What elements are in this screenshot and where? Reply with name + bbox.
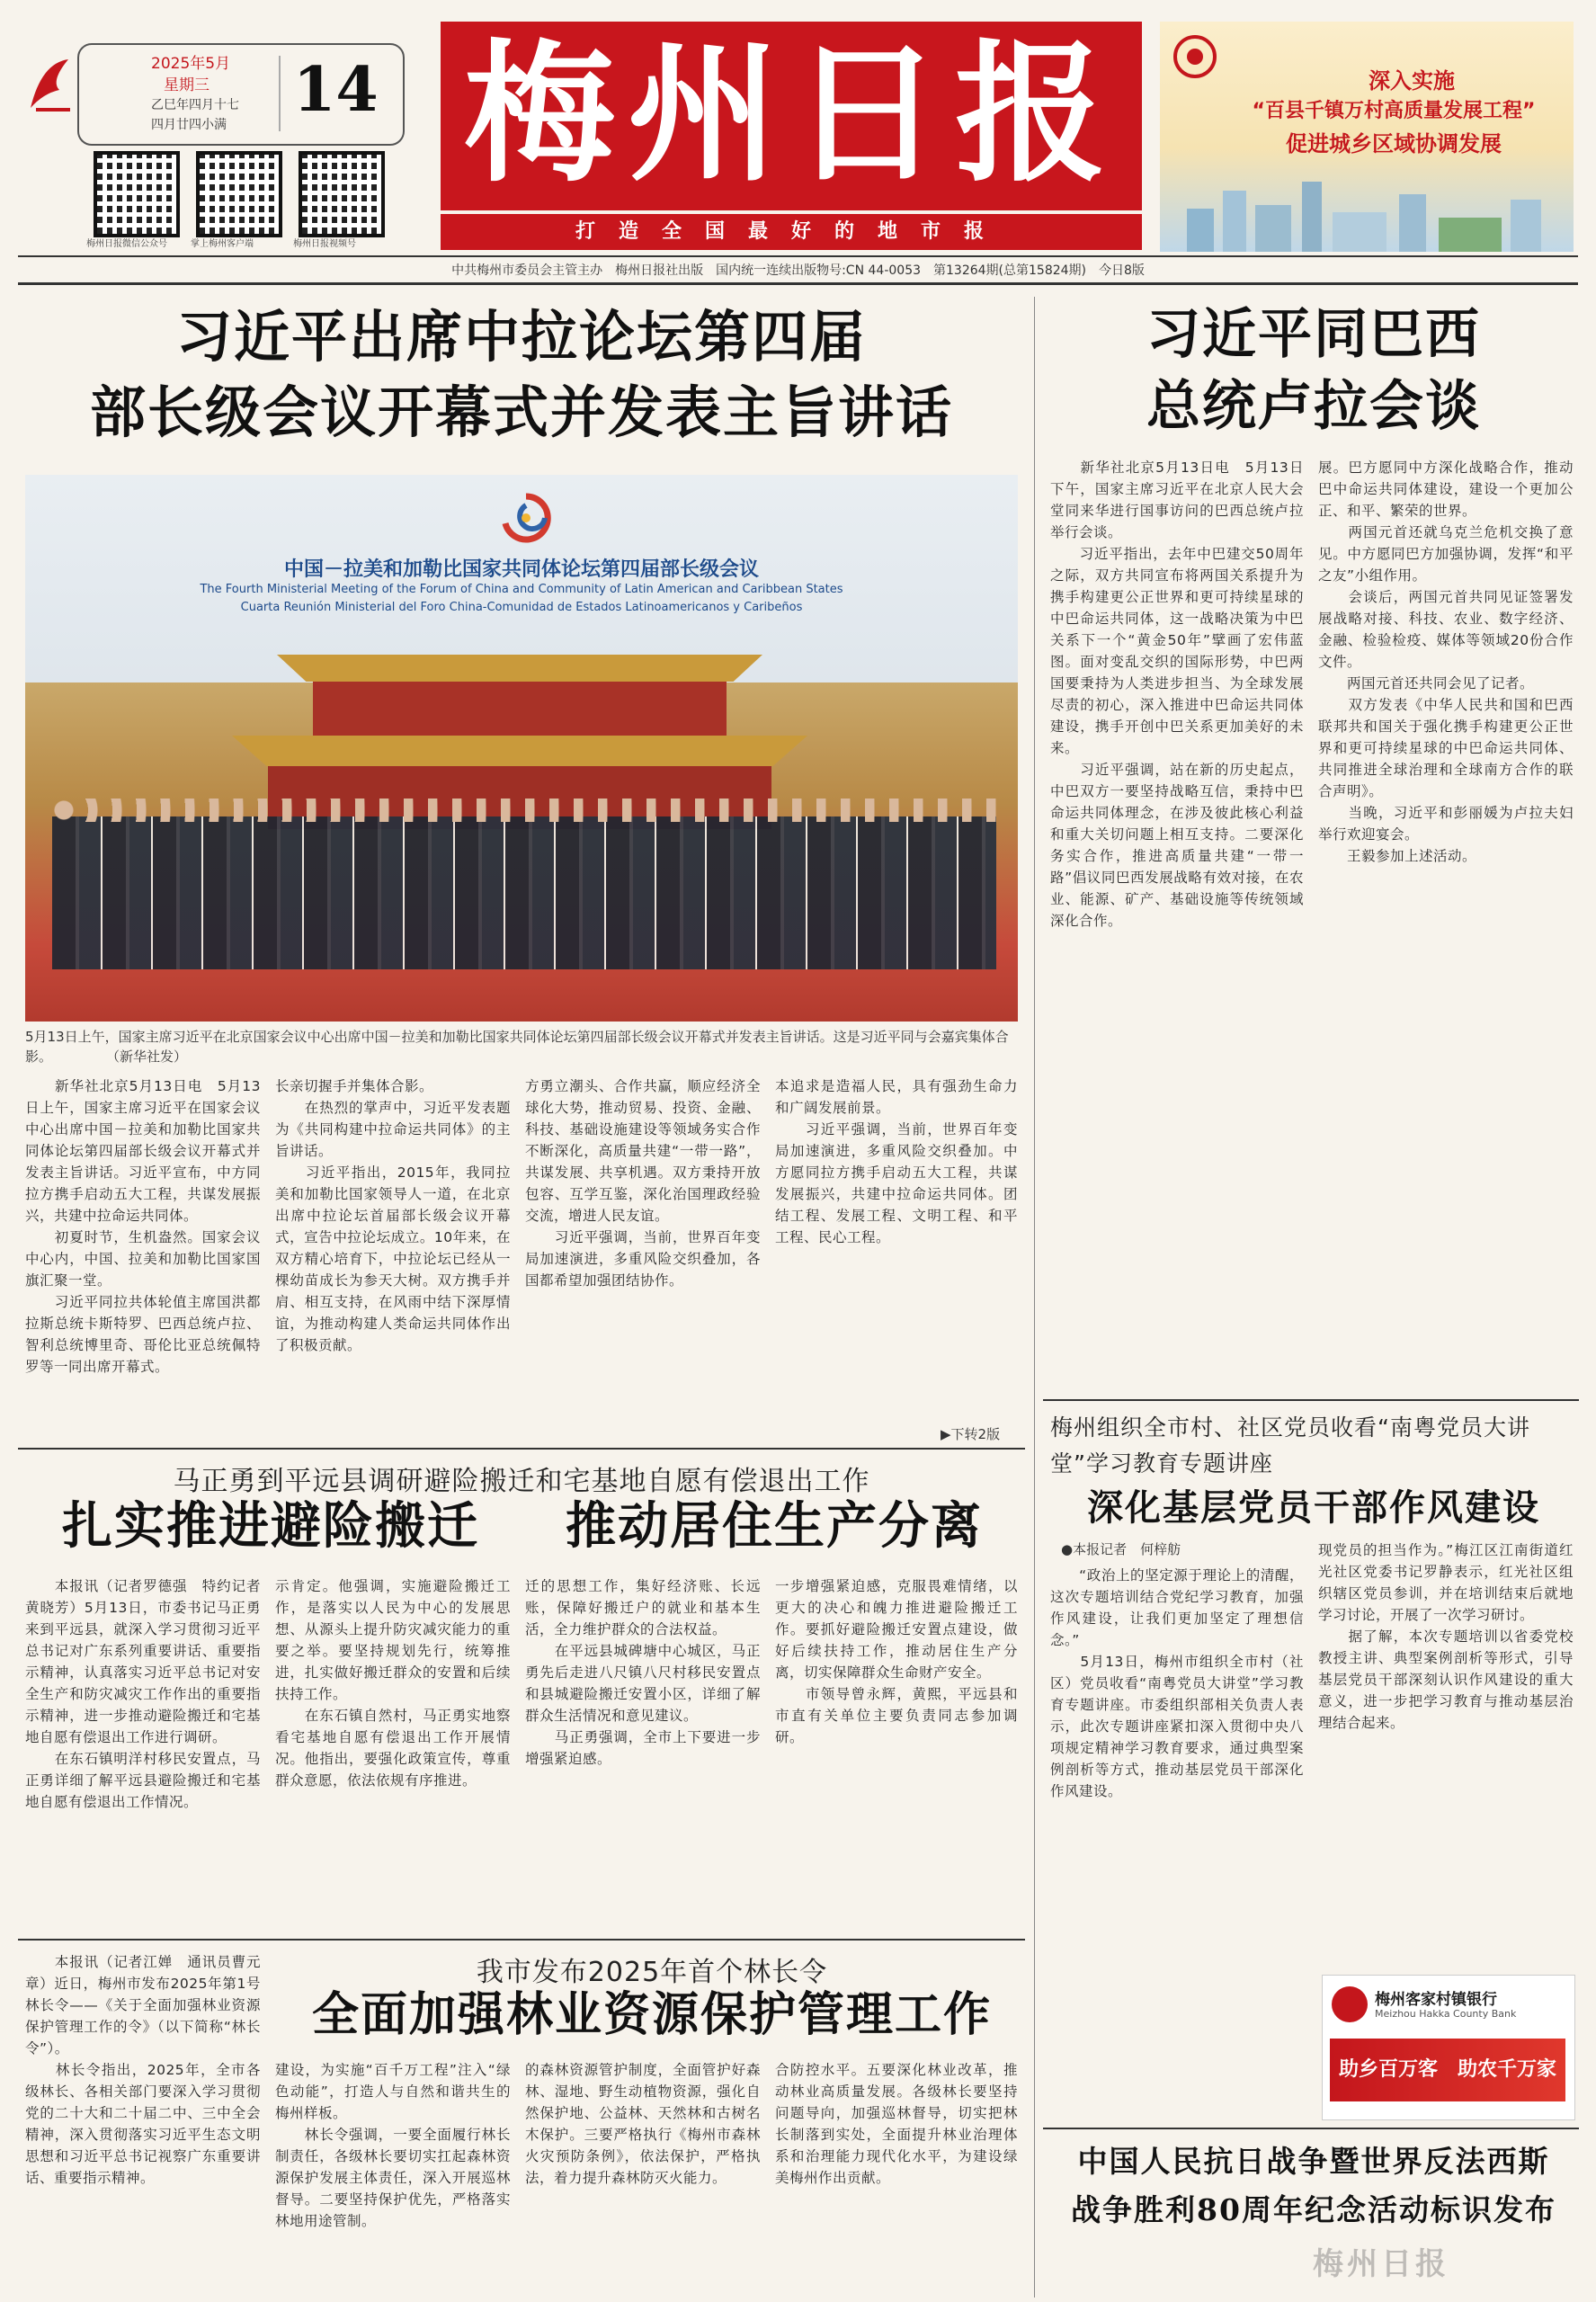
lead-bottom-rule: [18, 1448, 1025, 1450]
lead-photo[interactable]: [25, 475, 1018, 1022]
qr-code-wechat[interactable]: [94, 151, 180, 237]
day-number: 14: [293, 54, 379, 126]
lead-headline-line-1[interactable]: 习近平出席中拉论坛第四届: [175, 304, 867, 370]
lunar-date: 乙巳年四月十七: [151, 98, 239, 112]
story2-body-col-4: 一步增强紧迫感，克服畏难情绪，以更大的决心和魄力推进避险搬迁工作。要抓好避险搬迁安置点建设，做好后续扶持工作，推动居住生产分离，切实保障群众生命财产安全。 市领导曾永辉，黄熙，平远县和市直有关单位主要负责同志参加调研。: [775, 1578, 1018, 1745]
watermark: 梅州日报: [1313, 2246, 1449, 2282]
lead-headline-line-2[interactable]: 部长级会议开幕式并发表主旨讲话: [89, 379, 953, 445]
story2-body-col-1: 本报讯（记者罗德强 特约记者黄晓芳）5月13日，市委书记马正勇来到平远县，就深入学习贯彻习近平总书记对广东系列重要讲话、重要指示精神，认真落实习近平总书记对安全生产和防灾减灾工作作出的重要指示精神，进一步推动避险搬迁和宅基地自愿有偿退出工作进行调研。 在东石镇明洋村移民安置点，马正勇详细了解平远县避险搬迁和宅基地自愿有偿退出工作情况。: [25, 1578, 261, 1810]
column-divider-vertical: [1034, 297, 1035, 2298]
story4-headline[interactable]: 深化基层党员干部作风建设: [1087, 1486, 1540, 1529]
info-rule: [18, 282, 1578, 285]
lead-body-col-4: 本追求是造福人民，具有强劲生命力和广阔发展前景。 习近平强调，当前，世界百年变局加速演进，多重风险交织叠加。中方愿同拉方携手启动五大工程，共谋发展振兴，共建中拉命运共同体。团结工程、发展工程、文明工程、和平工程、民心工程。: [775, 1078, 1018, 1245]
notice-line-1[interactable]: 中国人民抗日战争暨世界反法西斯: [1077, 2144, 1550, 2179]
notice-top-rule: [1043, 2128, 1579, 2129]
story4-kicker[interactable]: 梅州组织全市村、社区党员收看“南粤党员大讲堂”学习教育专题讲座: [1050, 1414, 1530, 1477]
newspaper-title: 梅州日报: [464, 24, 1119, 202]
right-body-col-2: 展。巴方愿同中方深化战略合作，推动巴中命运共同体建设，建设一个更加公正、和平、繁荣的世界。 两国元首还就乌克兰危机交换了意见。中方愿同巴方加强协调，发挥“和平之友”小组作用。 会谈后，两国元首共同见证签署发展战略对接、科技、农业、数字经济、金融、检验检疫、媒体等领域20份合作文件。 两国元首还共同会见了记者。 双方发表《中华人民共和国和巴西联邦共和国关于强化携手构建更公正世界和更可持续星球的中巴命运共同体、共同推进全球治理和全球南方合作的联合声明》。 当晚，习近平和彭丽媛为卢拉夫妇举行欢迎宴会。 王毅参加上述活动。: [1318, 460, 1574, 864]
story4-byline: ●本报记者 何梓舫: [1061, 1541, 1181, 1557]
masthead-rule: [18, 255, 1578, 257]
story2-headline-right[interactable]: 推动居住生产分离: [566, 1496, 983, 1556]
date-year-month: 2025年5月: [151, 55, 231, 73]
qr-code-app[interactable]: [196, 151, 282, 237]
palace-roof-lower: [232, 736, 807, 766]
qr-caption-wechat: 梅州日报微信公众号: [86, 239, 167, 249]
bank-name: 梅州客家村镇银行: [1375, 1991, 1497, 2009]
right-body-col-1: 新华社北京5月13日电 5月13日下午，国家主席习近平在北京人民大会堂同来华进行国事访问的巴西总统卢拉举行会谈。 习近平指出，去年中巴建交50周年之际，双方共同宣布将两国关系提升为携手构建更公正世界和更可持续星球的中巴命运共同体，这一战略决策为中巴关系下一个“黄金50年”擘画了宏伟蓝图。面对变乱交织的国际形势，中巴两国要秉持为人类进步担当、为全球发展尽责的初心，深入推进中巴命运共同体建设，携手开创中巴关系更加美好的未来。 习近平强调，站在新的历史起点，中巴双方一要坚持战略互信，秉持中巴命运共同体理念，在涉及彼此核心利益和重大关切问题上相互支持。二要深化务实合作，推进高质量共建“一带一路”倡议同巴西发展战略有效对接，在农业、能源、矿产、基础设施等传统领域深化合作。: [1050, 460, 1304, 929]
slogan: 打造全国最好的地市报: [575, 220, 1007, 243]
right-bottom-rule: [1043, 1399, 1579, 1401]
masthead-title-block: [441, 22, 1142, 210]
promo-line-1: 深入实施: [1369, 68, 1455, 94]
photo-banner-en-2: Cuarta Reunión Ministerial del Foro China-Comunidad de Estados Latinoamericanos y Caribeños: [240, 601, 803, 614]
promo-line-3: 促进城乡区域协调发展: [1286, 131, 1502, 156]
solar-term: 四月廿四小满: [151, 118, 227, 132]
lead-body-col-1: 新华社北京5月13日电 5月13日上午，国家主席习近平在国家会议中心出席中国－拉美和加勒比国家共同体论坛第四届部长级会议开幕式并发表主旨讲话。习近平宣布，中方同拉方携手启动五大工程，共谋发展振兴，共建中拉命运共同体。 初夏时节，生机盎然。国家会议中心内，中国、拉美和加勒比国家国旗汇聚一堂。 习近平同拉共体轮值主席国洪都拉斯总统卡斯特罗、巴西总统卢拉、智利总统博里奇、哥伦比亚总统佩特罗等一同出席开幕式。: [25, 1078, 261, 1375]
lead-body-col-3: 方勇立潮头、合作共赢，顺应经济全球化大势，推动贸易、投资、金融、科技、基础设施建设等领域务实合作不断深化，高质量共建“一带一路”，共谋发展、共享机遇。双方秉持开放包容、互学互鉴，深化治国理政经验交流，增进人民友谊。 习近平强调，当前，世界百年变局加速演进，多重风险交织叠加，各国都希望加强团结协作。: [525, 1078, 761, 1289]
continued-link[interactable]: ▶下转2版: [941, 1426, 1001, 1442]
story3-headline[interactable]: 全面加强林业资源保护管理工作: [311, 1987, 992, 2042]
story2-kicker[interactable]: 马正勇到平远县调研避险搬迁和宅基地自愿有偿退出工作: [173, 1466, 870, 1497]
group-photo-faces: [52, 799, 996, 822]
lead-photo-caption: 5月13日上午，国家主席习近平在北京国家会议中心出席中国－拉美和加勒比国家共同体论坛第四届部长级会议开幕式并发表主旨讲话。这是习近平同与会嘉宾集体合影。 （新华社发）: [25, 1029, 1009, 1065]
qr-caption-app: 掌上梅州客户端: [191, 239, 254, 249]
info-bar: 中共梅州市委员会主管主办 梅州日报社出版 国内统一连续出版物号:CN 44-0053 第13264期(总第15824期) 今日8版: [451, 263, 1145, 278]
forum-emblem-icon: [495, 491, 557, 545]
bank-slogan-strip: [1330, 2039, 1565, 2101]
bank-name-en: Meizhou Hakka County Bank: [1375, 2008, 1517, 2020]
story2-bottom-rule: [18, 1939, 1025, 1941]
story4-body-col-2: 现党员的担当作为。”梅江区江南街道红光社区党委书记罗静表示，红光社区组织辖区党员参训，并在培训结束后就地学习讨论，开展了一次学习研讨。 据了解，本次专题培训以省委党校教授主讲、典型案例剖析等形式，引导基层党员干部深刻认识作风建设的重大意义，进一步把学习教育与推动基层治理结合起来。: [1318, 1542, 1574, 1731]
right-headline-line-1[interactable]: 习近平同巴西: [1146, 303, 1481, 366]
story2-body-col-3: 迁的思想工作，集好经济账、长远账，保障好搬迁户的就业和基本生活，全力维护群众的合法权益。 在平远县城碑塘中心城区，马正勇先后走进八尺镇八尺村移民安置点和县城避险搬迁安置小区，详细了解群众生活情况和意见建议。 马正勇强调，全市上下要进一步增强紧迫感。: [525, 1578, 761, 1767]
photo-banner-en-1: The Fourth Ministerial Meeting of the Forum of China and Community of Latin American and Caribbean States: [200, 583, 843, 596]
bank-slogan: 助乡百万客 助农千万家: [1338, 2058, 1556, 2081]
story3-body-col-2: 建设，为实施“百千万工程”注入“绿色动能”，打造人与自然和谐共生的梅州样板。 林长令强调，一要全面履行林长制责任，各级林长要切实扛起森林资源保护发展主体责任，深入开展巡林督导。二要坚持保护优先，严格落实林地用途管制。: [275, 2062, 511, 2229]
story3-body-col-3: 的森林资源管护制度，全面管护好森林、湿地、野生动植物资源，强化自然保护地、公益林、天然林和古树名木保护。三要严格执行《梅州市森林火灾预防条例》，依法保护，严格执法，着力提升森林防灭火能力。: [525, 2062, 761, 2186]
story2-body-col-2: 示肯定。他强调，实施避险搬迁工作，是落实以人民为中心的发展思想、从源头上提升防灾减灾能力的重要之举。要坚持规划先行，统筹推进，扎实做好搬迁群众的安置和后续扶持工作。 在东石镇自然村，马正勇实地察看宅基地自愿有偿退出工作开展情况。他指出，要强化政策宣传，尊重群众意愿，依法依规有序推进。: [275, 1578, 511, 1789]
palace-wall-upper: [313, 682, 727, 736]
right-headline-line-2[interactable]: 总统卢拉会谈: [1146, 375, 1481, 438]
qr-caption-video: 梅州日报视频号: [293, 239, 356, 249]
lead-body-col-2: 长亲切握手并集体合影。 在热烈的掌声中，习近平发表题为《共同构建中拉命运共同体》的主旨讲话。 习近平指出，2015年，我同拉美和加勒比国家领导人一道，在北京出席中拉论坛首届部长级会议开幕式，宣告中拉论坛成立。10年来，在双方精心培育下，中拉论坛已经从一棵幼苗成长为参天大树。双方携手并肩、相互支持，在风雨中结下深厚情谊，为推动构建人类命运共同体作出了积极贡献。: [275, 1078, 511, 1353]
bank-logo-icon: [1332, 1986, 1368, 2022]
newspaper-logo-icon: [23, 54, 76, 115]
group-photo-people: [52, 816, 996, 969]
story4-body-col-1: “政治上的坚定源于理论上的清醒，这次专题培训结合党纪学习教育，加强作风建设，让我们更加坚定了理想信念。” 5月13日，梅州市组织全市村（社区）党员收看“南粤党员大讲堂”学习教育专题讲座。市委组织部相关负责人表示，此次专题讲座紧扣深入贯彻中央八项规定精神学习教育要求，通过典型案例剖析等方式，推动基层党员干部深化作风建设。: [1050, 1567, 1304, 1799]
story3-kicker[interactable]: 我市发布2025年首个林长令: [476, 1957, 828, 1988]
palace-roof-upper: [277, 655, 762, 682]
story3-body-col-1: 本报讯（记者江婵 通讯员曹元章）近日，梅州市发布2025年第1号林长令——《关于全面加强林业资源保护管理工作的令》（以下简称“林长令”）。 林长令指出，2025年，全市各级林长、各相关部门要深入学习贯彻党的二十大和二十届二中、三中全会精神，深入贯彻落实习近平生态文明思想和习近平总书记视察广东重要讲话、重要指示精神。: [25, 1954, 261, 2186]
date-weekday: 星期三: [164, 76, 210, 94]
slogan-bar: [441, 214, 1142, 250]
bank-ad[interactable]: [1322, 1975, 1575, 2120]
date-box: [77, 43, 405, 146]
promo-banner[interactable]: [1160, 22, 1574, 252]
qr-code-video[interactable]: [299, 151, 385, 237]
seal-logo-icon: [1172, 34, 1217, 79]
story3-body-col-4: 合防控水平。五要深化林业改革，推动林业高质量发展。各级林长要坚持问题导向，加强巡林督导，切实把林长制落到实处，全面提升林业治理体系和治理能力现代化水平，为建设绿美梅州作出贡献。: [775, 2062, 1018, 2186]
notice-line-2[interactable]: 战争胜利80周年纪念活动标识发布: [1071, 2192, 1556, 2227]
promo-line-2: “百县千镇万村高质量发展工程”: [1252, 100, 1536, 122]
promo-city-illustration: [1169, 173, 1565, 252]
story2-headline-left[interactable]: 扎实推进避险搬迁: [62, 1496, 479, 1556]
photo-banner-cn: 中国－拉美和加勒比国家共同体论坛第四届部长级会议: [283, 558, 759, 581]
date-divider: [279, 56, 281, 131]
